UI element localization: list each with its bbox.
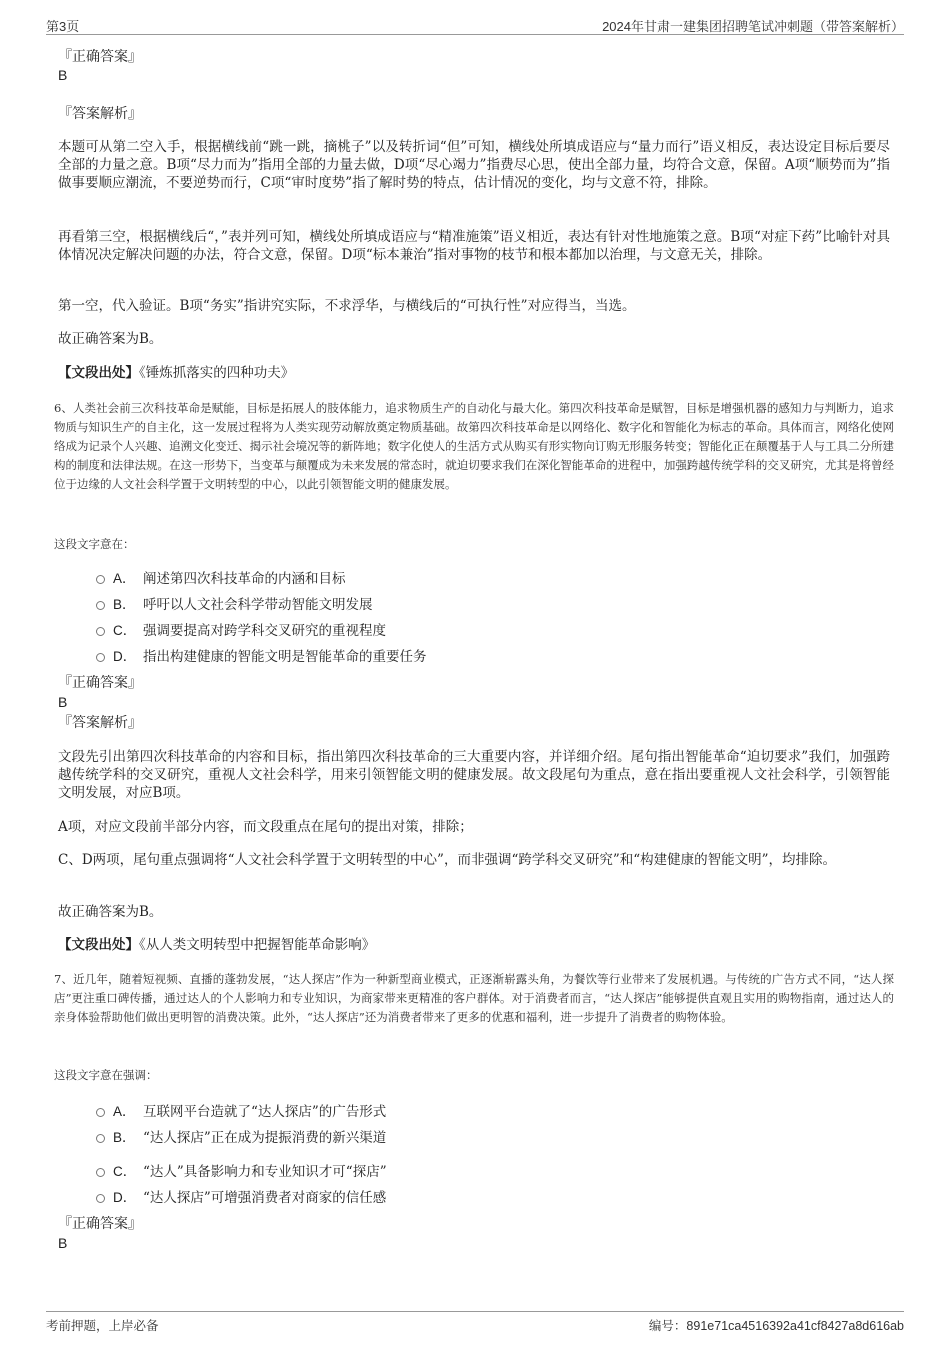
footer-slogan: 考前押题，上岸必备 [46,1318,159,1333]
q6-option-d[interactable] [96,645,427,665]
q5-answer-value: B [58,67,68,83]
radio-button[interactable] [96,1134,105,1143]
radio-button[interactable] [96,1108,105,1117]
q6-option-b[interactable] [96,593,373,613]
page-number: 第3页 [46,19,80,34]
page-footer [46,1311,904,1334]
option-letter: A． [113,571,136,586]
q6-analysis-conclusion: 故正确答案为B。 [58,904,163,920]
option-letter: C． [113,623,137,638]
q7-answer-value: B [58,1235,68,1251]
option-text: 互联网平台造就了“达人探店”的广告形式 [143,1104,387,1120]
option-letter: A． [113,1104,136,1119]
q6-analysis-paragraph-3: C、D两项，尾句重点强调将“人文社会科学置于文明转型的中心”，而非强调“跨学科交叉研究”和“构建健康的智能文明”，均排除。 [58,852,837,868]
option-text: “达人探店”可增强消费者对商家的信任感 [143,1190,387,1206]
q6-question-prompt: 这段文字意在： [54,537,135,551]
q7-option-a[interactable] [96,1100,386,1120]
radio-button[interactable] [96,653,105,662]
option-text: 强调要提高对跨学科交叉研究的重视程度 [143,623,386,639]
source-title: 《从人类文明转型中把握智能革命影响》 [139,937,376,953]
q6-source [58,936,890,954]
q5-analysis-heading: 『答案解析』 [58,106,142,122]
code-value: 891e71ca4516392a41cf8427a8d616ab [686,1319,904,1333]
option-text: 指出构建健康的智能文明是智能革命的重要任务 [143,649,427,665]
q5-answer-heading: 『正确答案』 [58,49,142,65]
radio-button[interactable] [96,1168,105,1177]
q6-option-c[interactable] [96,619,386,639]
option-letter: B． [113,597,136,612]
q7-question-prompt: 这段文字意在强调： [54,1068,158,1082]
code-label: 编号： [648,1318,687,1333]
q5-source [58,364,890,382]
q7-question-text: 7、近几年，随着短视频、直播的蓬勃发展，“达人探店”作为一种新型商业模式，正逐渐崭露头角，为餐饮等行业带来了发展机遇。与传统的广告方式不同，“达人探店”更注重口碑传播，通过达人的个人影响力和专业知识，为商家带来更精准的客户群体。对于消费者而言，“达人探店”能够提供直观且实用的购物指南，通过达人的亲身体验帮助他们做出更明智的消费决策。此外，“达人探店”还为消费者带来了更多的优惠和福利，进一步提升了消费者的购物体验。 [54,972,894,1024]
q7-option-b[interactable] [96,1126,386,1146]
q7-option-c[interactable] [96,1160,387,1180]
q5-analysis-paragraph-3: 第一空，代入验证。B项“务实”指讲究实际，不求浮华，与横线后的“可执行性”对应得当，当选。 [58,298,636,314]
footer-code [649,1316,904,1334]
radio-button[interactable] [96,1194,105,1203]
option-letter: B． [113,1130,136,1145]
q5-analysis-paragraph-2: 再看第三空，根据横线后“，”表并列可知，横线处所填成语应与“精准施策”语义相近，表达有针对性地施策之意。B项“对症下药”比喻针对具体情况决定解决问题的办法，符合文意，保留。D项“标本兼治”指对事物的枝节和根本都加以治理，与文意无关，排除。 [58,229,890,263]
q6-analysis-paragraph-1: 文段先引出第四次科技革命的内容和目标，指出第四次科技革命的三大重要内容，并详细介绍。尾句指出智能革命“迫切要求”我们，加强跨越传统学科的交叉研究，重视人文社会科学，用来引领智能文明的健康发展。故文段尾句为重点，意在指出要重视人文社会科学，引领智能文明发展，对应B项。 [58,749,890,801]
radio-button[interactable] [96,627,105,636]
q6-answer-value: B [58,694,68,710]
q6-option-a[interactable] [96,567,346,587]
document-title: 2024年甘肃一建集团招聘笔试冲刺题（带答案解析） [602,19,904,34]
source-label: 【文段出处】 [58,937,139,953]
q6-analysis-paragraph-2: A项，对应文段前半部分内容，而文段重点在尾句的提出对策，排除； [58,819,473,835]
q5-analysis-paragraph-1: 本题可从第二空入手，根据横线前“跳一跳，摘桃子”以及转折词“但”可知，横线处所填成语应与“量力而行”语义相反，表达设定目标后要尽全部的力量之意。B项“尽力而为”指用全部的力量去做，D项“尽心竭力”指费尽心思，使出全部力量，均符合文意，保留。A项“顺势而为”指做事要顺应潮流，不要逆势而行，C项“审时度势”指了解时势的特点，估计情况的变化，均与文意不符，排除。 [58,139,890,191]
radio-button[interactable] [96,575,105,584]
option-text: 呼吁以人文社会科学带动智能文明发展 [143,597,373,613]
option-letter: C． [113,1164,137,1179]
q5-analysis-conclusion: 故正确答案为B。 [58,331,163,347]
q7-option-d[interactable] [96,1186,386,1206]
option-letter: D． [113,649,137,664]
option-text: 阐述第四次科技革命的内涵和目标 [143,571,346,587]
q6-answer-heading: 『正确答案』 [58,675,142,691]
source-title: 《锤炼抓落实的四种功夫》 [139,365,295,381]
option-text: “达人探店”正在成为提振消费的新兴渠道 [143,1130,387,1146]
option-text: “达人”具备影响力和专业知识才可“探店” [143,1164,387,1180]
source-label: 【文段出处】 [58,365,139,381]
radio-button[interactable] [96,601,105,610]
option-letter: D． [113,1190,137,1205]
q6-question-text: 6、人类社会前三次科技革命是赋能，目标是拓展人的肢体能力，追求物质生产的自动化与最大化。第四次科技革命是赋智，目标是增强机器的感知力与判断力，追求物质与知识生产的自主化，这一发展过程将为人类实现劳动解放奠定物质基础。故第四次科技革命是以网络化、数字化和智能化为标志的革命。具体而言，网络化使网络成为记录个人兴趣、追溯文化变迁、揭示社会境况等的新阵地；数字化使人的生活方式从购买有形实物向订购无形服务转变；智能化正在颠覆基于人与工具二分所建构的制度和法律法规。在这一形势下，当变革与颠覆成为未来发展的常态时，就迫切要求我们在深化智能革命的进程中，加强跨越传统学科的交叉研究，尤其是将曾经位于边缘的人文社会科学置于文明转型的中心，以此引领智能文明的健康发展。 [54,401,894,491]
q7-answer-heading: 『正确答案』 [58,1216,142,1232]
page-header [46,14,904,35]
q6-analysis-heading: 『答案解析』 [58,715,142,731]
